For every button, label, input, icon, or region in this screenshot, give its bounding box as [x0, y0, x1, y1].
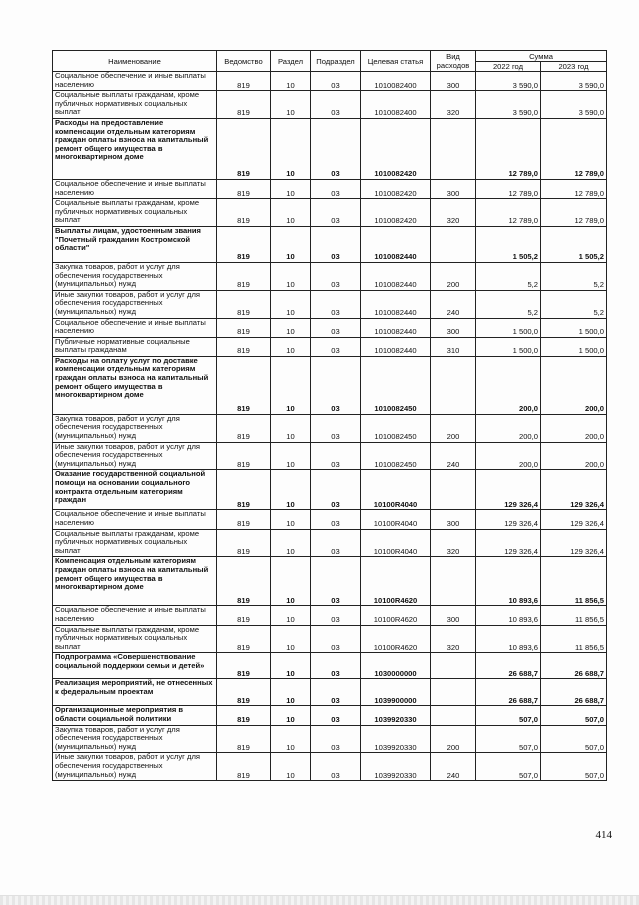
row-target-article: 1010082420 — [361, 118, 431, 179]
row-sum-2022: 507,0 — [476, 706, 541, 725]
row-sum-2023: 3 590,0 — [541, 91, 607, 119]
table-row — [53, 414, 607, 442]
row-vedomstvo: 819 — [217, 91, 271, 119]
header-year-2023: 2023 год — [541, 62, 607, 72]
row-name: Подпрограмма «Совершенствование социальной поддержки семьи и детей» — [53, 653, 217, 679]
row-expense-type — [431, 470, 476, 510]
row-target-article: 1039920330 — [361, 706, 431, 725]
row-sum-2022: 129 326,4 — [476, 510, 541, 529]
row-sum-2022: 12 789,0 — [476, 179, 541, 198]
row-target-article: 1010082450 — [361, 356, 431, 414]
row-vedomstvo: 819 — [217, 442, 271, 470]
row-podrazdel: 03 — [311, 653, 361, 679]
row-expense-type: 320 — [431, 91, 476, 119]
row-expense-type — [431, 356, 476, 414]
row-expense-type: 320 — [431, 625, 476, 653]
row-target-article: 1030000000 — [361, 653, 431, 679]
row-expense-type: 200 — [431, 414, 476, 442]
row-name: Социальное обеспечение и иные выплаты населению — [53, 606, 217, 625]
row-name: Оказание государственной социальной помощи на основании социального контракта отдельным категориям граждан — [53, 470, 217, 510]
row-expense-type — [431, 557, 476, 606]
row-target-article: 1010082420 — [361, 199, 431, 227]
row-expense-type — [431, 653, 476, 679]
row-expense-type: 300 — [431, 510, 476, 529]
row-podrazdel: 03 — [311, 470, 361, 510]
row-vedomstvo: 819 — [217, 653, 271, 679]
row-razdel: 10 — [271, 510, 311, 529]
row-sum-2023: 507,0 — [541, 725, 607, 753]
header-target-article: Целевая статья — [361, 51, 431, 72]
table-row — [53, 262, 607, 290]
row-podrazdel: 03 — [311, 442, 361, 470]
row-razdel: 10 — [271, 706, 311, 725]
row-razdel: 10 — [271, 118, 311, 179]
row-sum-2023: 200,0 — [541, 442, 607, 470]
row-target-article: 1010082400 — [361, 72, 431, 91]
row-sum-2022: 200,0 — [476, 414, 541, 442]
row-razdel: 10 — [271, 442, 311, 470]
row-sum-2022: 3 590,0 — [476, 91, 541, 119]
row-vedomstvo: 819 — [217, 199, 271, 227]
row-target-article: 1010082440 — [361, 318, 431, 337]
row-name: Закупка товаров, работ и услуг для обеспечения государственных (муниципальных) нужд — [53, 725, 217, 753]
row-name: Выплаты лицам, удостоенным звания "Почетный гражданин Костромской области" — [53, 226, 217, 262]
row-target-article: 10100R4040 — [361, 470, 431, 510]
table-row — [53, 442, 607, 470]
row-sum-2022: 3 590,0 — [476, 72, 541, 91]
row-podrazdel: 03 — [311, 337, 361, 356]
row-vedomstvo: 819 — [217, 179, 271, 198]
row-expense-type: 300 — [431, 179, 476, 198]
row-razdel: 10 — [271, 414, 311, 442]
row-razdel: 10 — [271, 725, 311, 753]
row-target-article: 1039920330 — [361, 753, 431, 781]
row-razdel: 10 — [271, 557, 311, 606]
row-razdel: 10 — [271, 753, 311, 781]
row-sum-2022: 507,0 — [476, 725, 541, 753]
table-row — [53, 337, 607, 356]
row-sum-2022: 10 893,6 — [476, 625, 541, 653]
row-expense-type — [431, 706, 476, 725]
row-sum-2022: 12 789,0 — [476, 199, 541, 227]
row-expense-type — [431, 679, 476, 706]
row-target-article: 1010082440 — [361, 290, 431, 318]
header-vedomstvo: Ведомство — [217, 51, 271, 72]
row-podrazdel: 03 — [311, 72, 361, 91]
row-razdel: 10 — [271, 91, 311, 119]
row-expense-type: 240 — [431, 442, 476, 470]
row-sum-2022: 1 500,0 — [476, 318, 541, 337]
row-sum-2022: 200,0 — [476, 356, 541, 414]
row-expense-type: 200 — [431, 725, 476, 753]
row-vedomstvo: 819 — [217, 529, 271, 557]
row-razdel: 10 — [271, 679, 311, 706]
row-sum-2022: 1 505,2 — [476, 226, 541, 262]
row-target-article: 10100R4620 — [361, 606, 431, 625]
row-expense-type: 300 — [431, 318, 476, 337]
row-name: Иные закупки товаров, работ и услуг для обеспечения государственных (муниципальных) нужд — [53, 442, 217, 470]
row-name: Социальное обеспечение и иные выплаты населению — [53, 510, 217, 529]
row-vedomstvo: 819 — [217, 510, 271, 529]
scan-bottom-strip — [0, 895, 639, 905]
row-podrazdel: 03 — [311, 91, 361, 119]
row-podrazdel: 03 — [311, 557, 361, 606]
table-row — [53, 679, 607, 706]
row-vedomstvo: 819 — [217, 557, 271, 606]
row-sum-2023: 11 856,5 — [541, 606, 607, 625]
row-sum-2022: 12 789,0 — [476, 118, 541, 179]
row-sum-2022: 5,2 — [476, 262, 541, 290]
row-razdel: 10 — [271, 606, 311, 625]
row-name: Социальные выплаты гражданам, кроме публичных нормативных социальных выплат — [53, 625, 217, 653]
table-row — [53, 318, 607, 337]
table-row — [53, 226, 607, 262]
row-vedomstvo: 819 — [217, 337, 271, 356]
row-razdel: 10 — [271, 226, 311, 262]
header-expense-type: Вид расходов — [431, 51, 476, 72]
row-sum-2023: 507,0 — [541, 753, 607, 781]
row-razdel: 10 — [271, 262, 311, 290]
row-expense-type: 200 — [431, 262, 476, 290]
row-sum-2023: 1 505,2 — [541, 226, 607, 262]
row-sum-2022: 200,0 — [476, 442, 541, 470]
row-sum-2023: 12 789,0 — [541, 118, 607, 179]
row-podrazdel: 03 — [311, 262, 361, 290]
table-row — [53, 725, 607, 753]
row-name: Закупка товаров, работ и услуг для обеспечения государственных (муниципальных) нужд — [53, 414, 217, 442]
row-target-article: 1010082400 — [361, 91, 431, 119]
row-name: Социальное обеспечение и иные выплаты населению — [53, 318, 217, 337]
table-row — [53, 91, 607, 119]
row-sum-2023: 1 500,0 — [541, 337, 607, 356]
row-sum-2023: 507,0 — [541, 706, 607, 725]
table-row — [53, 470, 607, 510]
row-expense-type: 300 — [431, 72, 476, 91]
table-row — [53, 753, 607, 781]
row-sum-2023: 129 326,4 — [541, 510, 607, 529]
row-sum-2022: 26 688,7 — [476, 653, 541, 679]
row-name: Организационные мероприятия в области социальной политики — [53, 706, 217, 725]
row-sum-2023: 3 590,0 — [541, 72, 607, 91]
row-name: Иные закупки товаров, работ и услуг для обеспечения государственных (муниципальных) нужд — [53, 290, 217, 318]
row-name: Публичные нормативные социальные выплаты гражданам — [53, 337, 217, 356]
row-razdel: 10 — [271, 337, 311, 356]
table-row — [53, 529, 607, 557]
row-podrazdel: 03 — [311, 199, 361, 227]
row-podrazdel: 03 — [311, 290, 361, 318]
row-name: Закупка товаров, работ и услуг для обеспечения государственных (муниципальных) нужд — [53, 262, 217, 290]
row-podrazdel: 03 — [311, 606, 361, 625]
row-podrazdel: 03 — [311, 118, 361, 179]
row-vedomstvo: 819 — [217, 606, 271, 625]
table-body — [53, 72, 607, 781]
row-razdel: 10 — [271, 653, 311, 679]
table-row — [53, 653, 607, 679]
row-sum-2022: 10 893,6 — [476, 606, 541, 625]
row-vedomstvo: 819 — [217, 356, 271, 414]
row-razdel: 10 — [271, 290, 311, 318]
row-razdel: 10 — [271, 199, 311, 227]
row-name: Социальные выплаты гражданам, кроме публичных нормативных социальных выплат — [53, 529, 217, 557]
row-target-article: 1010082440 — [361, 262, 431, 290]
row-target-article: 1010082450 — [361, 414, 431, 442]
row-sum-2022: 129 326,4 — [476, 529, 541, 557]
row-podrazdel: 03 — [311, 529, 361, 557]
row-sum-2023: 11 856,5 — [541, 625, 607, 653]
header-razdel: Раздел — [271, 51, 311, 72]
header-sum: Сумма — [476, 51, 607, 62]
row-target-article: 1039920330 — [361, 725, 431, 753]
row-expense-type — [431, 118, 476, 179]
row-podrazdel: 03 — [311, 356, 361, 414]
row-vedomstvo: 819 — [217, 414, 271, 442]
row-sum-2022: 26 688,7 — [476, 679, 541, 706]
row-podrazdel: 03 — [311, 414, 361, 442]
table-row — [53, 510, 607, 529]
row-vedomstvo: 819 — [217, 318, 271, 337]
row-razdel: 10 — [271, 356, 311, 414]
row-sum-2023: 200,0 — [541, 356, 607, 414]
row-sum-2023: 1 500,0 — [541, 318, 607, 337]
row-expense-type: 240 — [431, 290, 476, 318]
row-sum-2022: 507,0 — [476, 753, 541, 781]
row-target-article: 10100R4040 — [361, 529, 431, 557]
table-row — [53, 199, 607, 227]
row-target-article: 1010082440 — [361, 226, 431, 262]
row-podrazdel: 03 — [311, 318, 361, 337]
row-razdel: 10 — [271, 318, 311, 337]
row-vedomstvo: 819 — [217, 290, 271, 318]
row-sum-2022: 5,2 — [476, 290, 541, 318]
row-sum-2022: 129 326,4 — [476, 470, 541, 510]
row-sum-2022: 1 500,0 — [476, 337, 541, 356]
row-sum-2023: 11 856,5 — [541, 557, 607, 606]
row-razdel: 10 — [271, 470, 311, 510]
row-podrazdel: 03 — [311, 679, 361, 706]
row-target-article: 10100R4620 — [361, 557, 431, 606]
row-expense-type: 240 — [431, 753, 476, 781]
row-sum-2023: 200,0 — [541, 414, 607, 442]
row-sum-2023: 5,2 — [541, 262, 607, 290]
row-expense-type — [431, 226, 476, 262]
table-row — [53, 179, 607, 198]
row-podrazdel: 03 — [311, 706, 361, 725]
row-vedomstvo: 819 — [217, 753, 271, 781]
row-name: Социальное обеспечение и иные выплаты населению — [53, 72, 217, 91]
row-expense-type: 320 — [431, 529, 476, 557]
row-target-article: 10100R4620 — [361, 625, 431, 653]
row-podrazdel: 03 — [311, 753, 361, 781]
row-vedomstvo: 819 — [217, 725, 271, 753]
row-target-article: 1010082450 — [361, 442, 431, 470]
row-target-article: 1010082440 — [361, 337, 431, 356]
row-sum-2023: 26 688,7 — [541, 679, 607, 706]
row-sum-2023: 129 326,4 — [541, 470, 607, 510]
row-name: Расходы на предоставление компенсации отдельным категориям граждан оплаты взноса на капитальный ремонт общего имущества в многоквартирном доме — [53, 118, 217, 179]
row-name: Социальные выплаты гражданам, кроме публичных нормативных социальных выплат — [53, 199, 217, 227]
row-sum-2023: 12 789,0 — [541, 179, 607, 198]
table-row — [53, 557, 607, 606]
row-vedomstvo: 819 — [217, 679, 271, 706]
header-year-2022: 2022 год — [476, 62, 541, 72]
row-target-article: 1010082420 — [361, 179, 431, 198]
row-sum-2023: 5,2 — [541, 290, 607, 318]
table-row — [53, 706, 607, 725]
row-vedomstvo: 819 — [217, 118, 271, 179]
table-row — [53, 290, 607, 318]
row-sum-2023: 129 326,4 — [541, 529, 607, 557]
row-podrazdel: 03 — [311, 725, 361, 753]
row-vedomstvo: 819 — [217, 625, 271, 653]
row-sum-2023: 26 688,7 — [541, 653, 607, 679]
table-row — [53, 72, 607, 91]
budget-table — [52, 50, 607, 781]
page-number: 414 — [595, 829, 612, 841]
row-sum-2022: 10 893,6 — [476, 557, 541, 606]
row-name: Социальное обеспечение и иные выплаты населению — [53, 179, 217, 198]
row-expense-type: 310 — [431, 337, 476, 356]
table-row — [53, 118, 607, 179]
row-name: Иные закупки товаров, работ и услуг для обеспечения государственных (муниципальных) нужд — [53, 753, 217, 781]
row-name: Расходы на оплату услуг по доставке компенсации отдельным категориям граждан оплаты взноса на капитальный ремонт общего имущества в многоквартирном доме — [53, 356, 217, 414]
row-razdel: 10 — [271, 179, 311, 198]
row-name: Реализация мероприятий, не отнесенных к федеральным проектам — [53, 679, 217, 706]
row-razdel: 10 — [271, 625, 311, 653]
row-target-article: 1039900000 — [361, 679, 431, 706]
row-vedomstvo: 819 — [217, 706, 271, 725]
table-row — [53, 625, 607, 653]
row-name: Компенсация отдельным категориям граждан оплаты взноса на капитальный ремонт общего имущества в многоквартирном доме — [53, 557, 217, 606]
row-razdel: 10 — [271, 529, 311, 557]
row-expense-type: 320 — [431, 199, 476, 227]
row-razdel: 10 — [271, 72, 311, 91]
header-name: Наименование — [53, 51, 217, 72]
header-podrazdel: Подраздел — [311, 51, 361, 72]
row-podrazdel: 03 — [311, 625, 361, 653]
row-podrazdel: 03 — [311, 226, 361, 262]
row-podrazdel: 03 — [311, 179, 361, 198]
row-target-article: 10100R4040 — [361, 510, 431, 529]
row-vedomstvo: 819 — [217, 226, 271, 262]
row-podrazdel: 03 — [311, 510, 361, 529]
row-expense-type: 300 — [431, 606, 476, 625]
table-row — [53, 606, 607, 625]
row-vedomstvo: 819 — [217, 72, 271, 91]
row-sum-2023: 12 789,0 — [541, 199, 607, 227]
row-vedomstvo: 819 — [217, 262, 271, 290]
row-vedomstvo: 819 — [217, 470, 271, 510]
table-row — [53, 356, 607, 414]
row-name: Социальные выплаты гражданам, кроме публичных нормативных социальных выплат — [53, 91, 217, 119]
